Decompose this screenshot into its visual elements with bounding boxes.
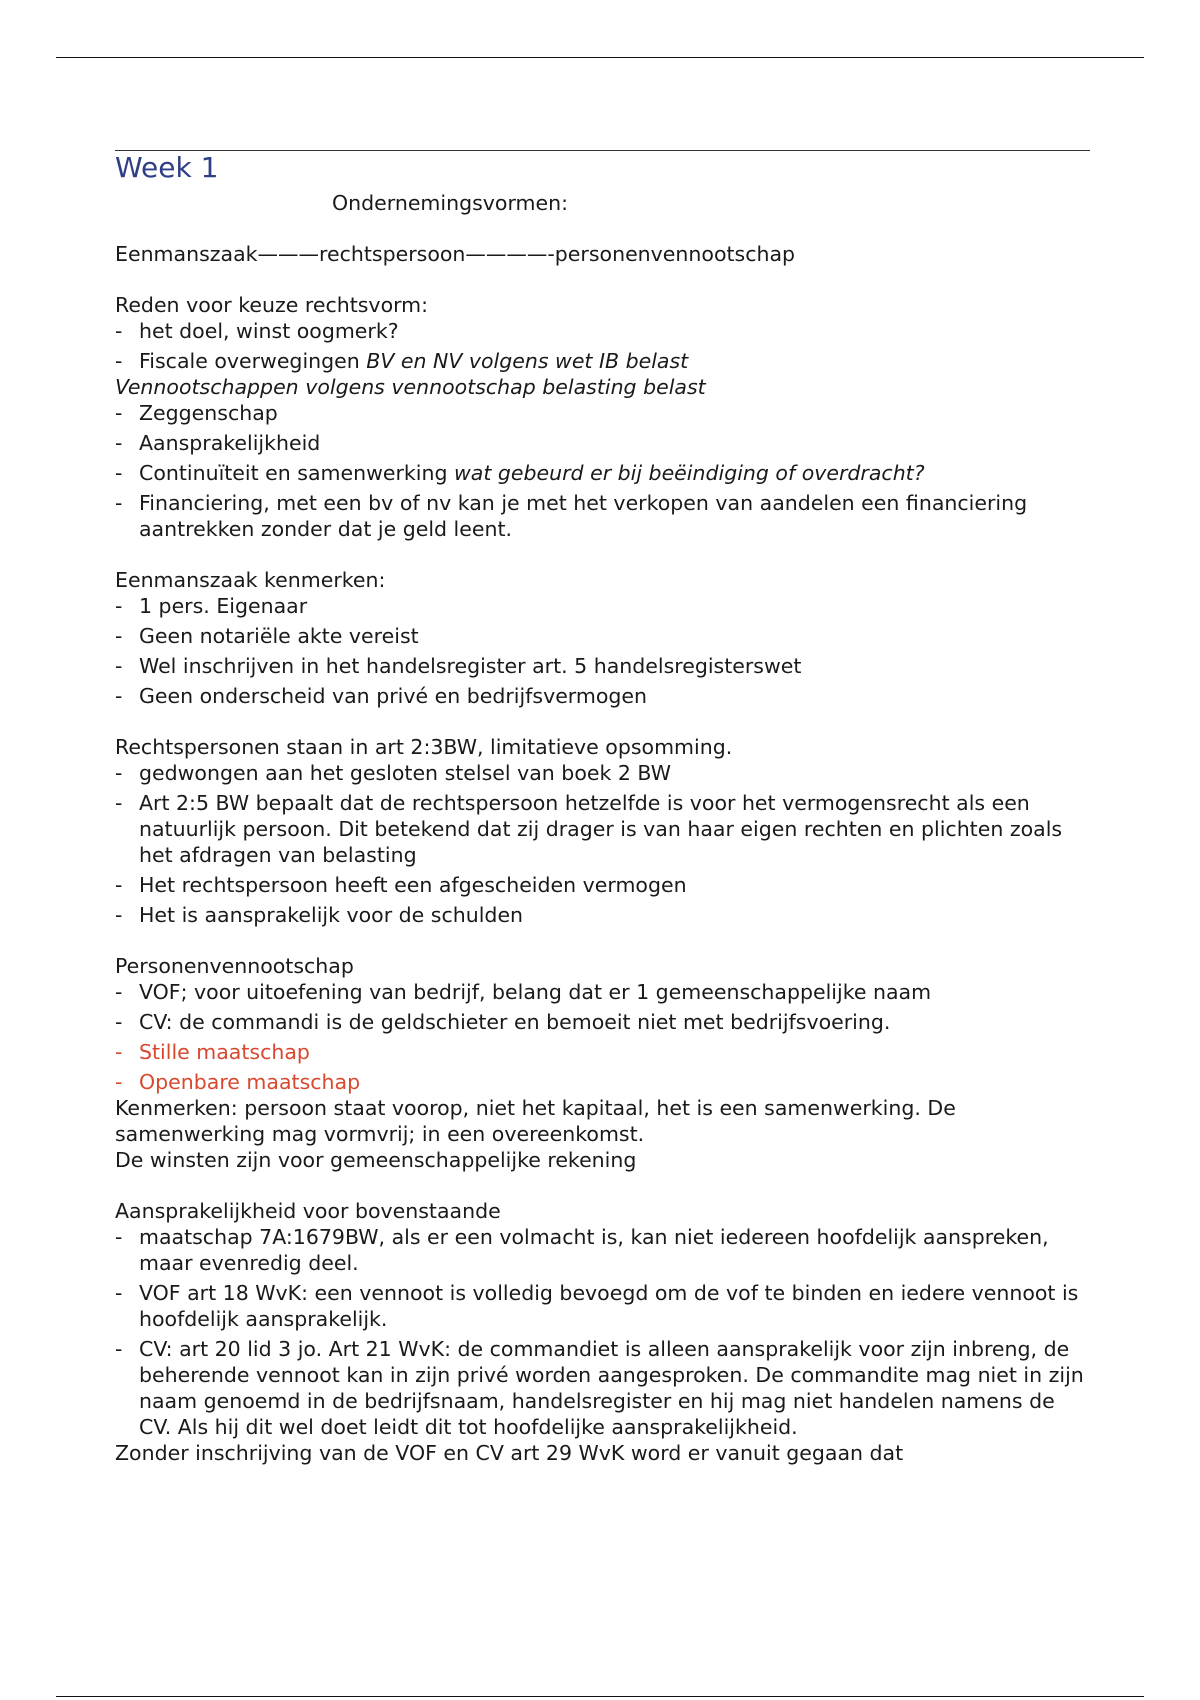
rechtspersonen-list: [115, 760, 1090, 928]
subtitle: Ondernemingsvormen:: [332, 191, 569, 215]
reasons-list: [115, 318, 1090, 374]
list-item: - CV: art 20 lid 3 jo. Art 21 WvK: de commandiet is alleen aansprakelijk voor zijn inbreng, de beherende vennoot kan in zijn privé worden aangesproken. De commandite mag niet in zijn naam genoemd in de bedrijfsnaam, handelsregister en hij mag niet handelen namens de CV. Als hij dit wel doet leidt dit tot hoofdelijke aansprakelijkheid.: [115, 1336, 1090, 1440]
list-item: - Fiscale overwegingen BV en NV volgens wet IB belast: [115, 348, 1090, 374]
page-bottom-rule: [56, 1696, 1144, 1697]
personen-heading: Personenvennootschap: [115, 954, 354, 978]
list-item: - Zeggenschap: [115, 400, 1090, 426]
document-body: [115, 150, 1090, 1466]
list-item: - Het is aansprakelijk voor de schulden: [115, 902, 1090, 928]
list-item: - Continuïteit en samenwerking wat gebeurd er bij beëindiging of overdracht?: [115, 460, 1090, 486]
list-item: - Geen onderscheid van privé en bedrijfsvermogen: [115, 683, 1090, 709]
list-item: - Aansprakelijkheid: [115, 430, 1090, 456]
forms-line: Eenmanszaak———rechtspersoon————-personenvennootschap: [115, 242, 796, 266]
list-item: - Wel inschrijven in het handelsregister art. 5 handelsregisterswet: [115, 653, 1090, 679]
list-item: - VOF; voor uitoefening van bedrijf, belang dat er 1 gemeenschappelijke naam: [115, 979, 1090, 1005]
page-top-rule: [56, 57, 1144, 58]
rechtspersonen-heading: Rechtspersonen staan in art 2:3BW, limitatieve opsomming.: [115, 735, 733, 759]
personen-list: [115, 979, 1090, 1095]
list-item: - Financiering, met een bv of nv kan je met het verkopen van aandelen een financiering aantrekken zonder dat je geld leent.: [115, 490, 1090, 542]
eenmanszaak-list: [115, 593, 1090, 709]
personen-kenmerken: Kenmerken: persoon staat voorop, niet het kapitaal, het is een samenwerking. De samenwerking mag vormvrij; in een overeenkomst.: [115, 1096, 956, 1146]
list-item: - maatschap 7A:1679BW, als er een volmacht is, kan niet iedereen hoofdelijk aanspreken, maar evenredig deel.: [115, 1224, 1090, 1276]
aansprakelijkheid-list: [115, 1224, 1090, 1440]
list-item: - CV: de commandi is de geldschieter en bemoeit niet met bedrijfsvoering.: [115, 1009, 1090, 1035]
list-item: - Geen notariële akte vereist: [115, 623, 1090, 649]
list-item: - Het rechtspersoon heeft een afgescheiden vermogen: [115, 872, 1090, 898]
list-item: - het doel, winst oogmerk?: [115, 318, 1090, 344]
page-title: Week 1: [115, 151, 219, 184]
reasons-heading: Reden voor keuze rechtsvorm:: [115, 293, 429, 317]
italic-line: Vennootschappen volgens vennootschap belasting belast: [115, 375, 706, 399]
aansprakelijkheid-heading: Aansprakelijkheid voor bovenstaande: [115, 1199, 501, 1223]
list-item-highlighted: - Openbare maatschap: [115, 1069, 1090, 1095]
trailing-text: Zonder inschrijving van de VOF en CV art 29 WvK word er vanuit gegaan dat: [115, 1441, 904, 1465]
list-item: - gedwongen aan het gesloten stelsel van boek 2 BW: [115, 760, 1090, 786]
reasons-list-cont: [115, 400, 1090, 542]
list-item: - 1 pers. Eigenaar: [115, 593, 1090, 619]
personen-winsten: De winsten zijn voor gemeenschappelijke rekening: [115, 1148, 637, 1172]
list-item: - VOF art 18 WvK: een vennoot is volledig bevoegd om de vof te binden en iedere vennoot is hoofdelijk aansprakelijk.: [115, 1280, 1090, 1332]
eenmanszaak-heading: Eenmanszaak kenmerken:: [115, 568, 386, 592]
list-item: - Art 2:5 BW bepaalt dat de rechtspersoon hetzelfde is voor het vermogensrecht als een natuurlijk persoon. Dit betekend dat zij drager is van haar eigen rechten en plichten zoals het afdragen van belasting: [115, 790, 1090, 868]
list-item-highlighted: - Stille maatschap: [115, 1039, 1090, 1065]
